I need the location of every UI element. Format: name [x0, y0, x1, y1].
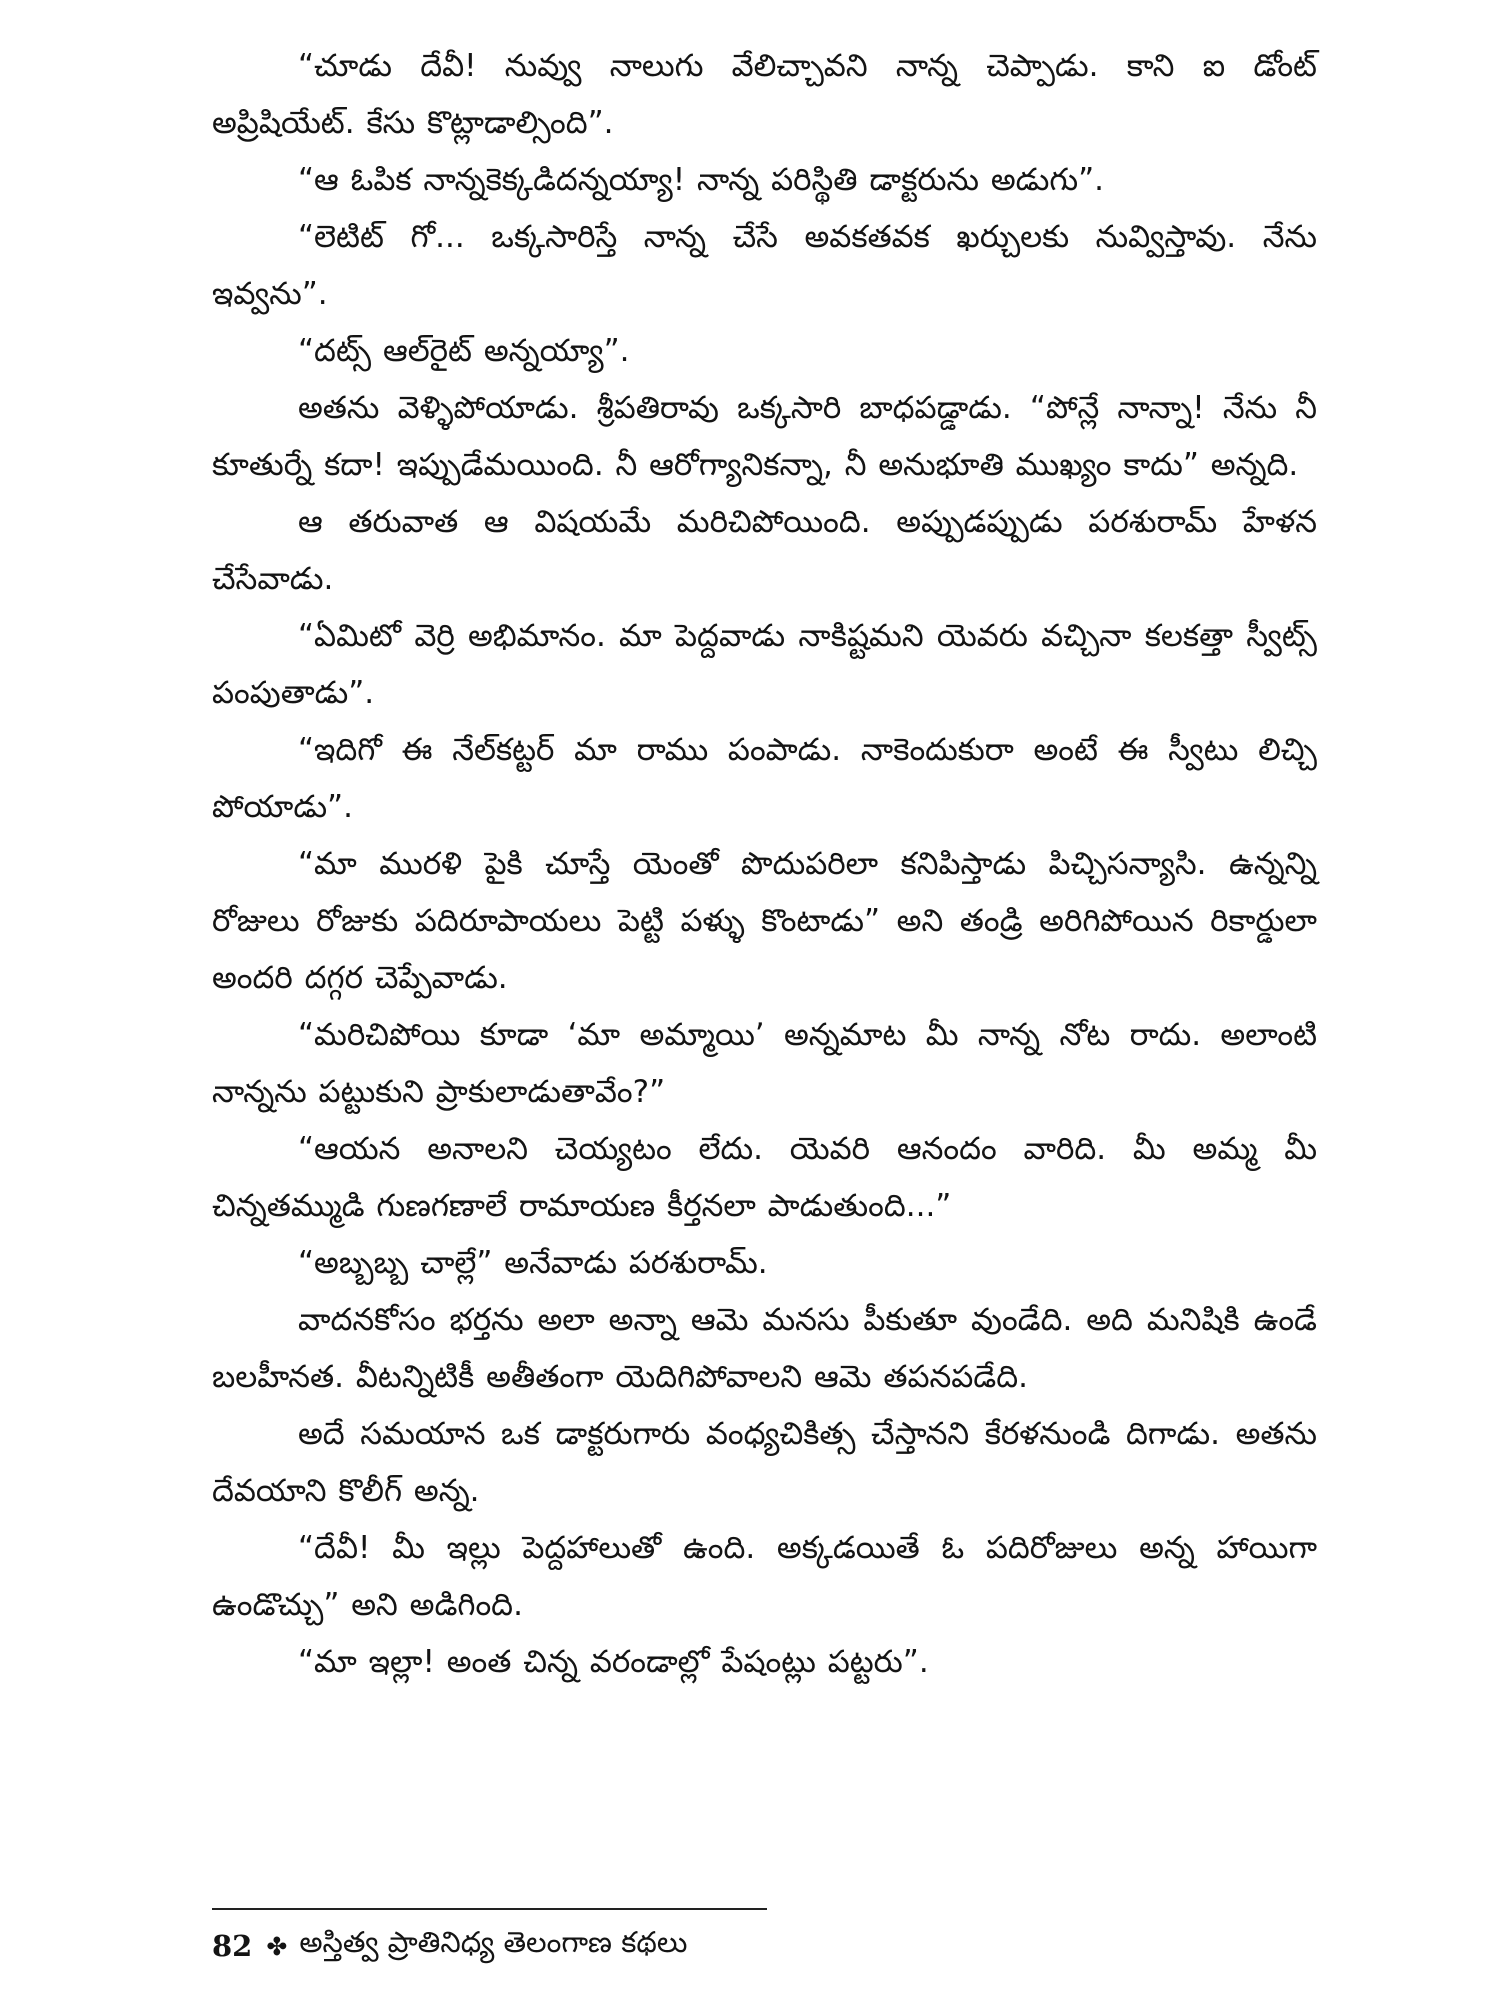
paragraph-14: అదే సమయాన ఒక డాక్టరుగారు వంధ్యచికిత్స చేస్తానని కేరళనుండి దిగాడు. అతను దేవయాని కొలీగ్ అన్న. — [212, 1416, 1317, 1509]
paragraph-9: “మా మురళి పైకి చూస్తే యెంతో పొదుపరిలా కనిపిస్తాడు పిచ్చిసన్యాసి. ఉన్నన్ని రోజులు రోజుకు పదిరూపాయలు పెట్టి పళ్ళు కొంటాడు” అని తండ్రి అరిగిపోయిన రికార్డులా అందరి దగ్గర చెప్పేవాడు. — [212, 846, 1317, 996]
footer-divider — [212, 1908, 767, 1910]
body-text — [212, 38, 1317, 1691]
paragraph-3: “లెటిట్ గో... ఒక్కసారిస్తే నాన్న చేసే అవకతవక ఖర్చులకు నువ్విస్తావు. నేను ఇవ్వను”. — [212, 219, 1317, 312]
paragraph-15: “దేవీ! మీ ఇల్లు పెద్దహాలుతో ఉంది. అక్కడయితే ఓ పదిరోజులు అన్న హాయిగా ఉండొచ్చు” అని అడిగింది. — [212, 1530, 1317, 1623]
paragraph-8: “ఇదిగో ఈ నేల్‌కట్టర్ మా రాము పంపాడు. నాకెందుకురా అంటే ఈ స్వీటు లిచ్చి పోయాడు”. — [212, 732, 1317, 825]
paragraph-10: “మరిచిపోయి కూడా ‘మా అమ్మాయి’ అన్నమాట మీ నాన్న నోట రాదు. అలాంటి నాన్నను పట్టుకుని ప్రాకులాడుతావేం?” — [212, 1017, 1317, 1110]
paragraph-13: వాదనకోసం భర్తను అలా అన్నా ఆమె మనసు పీకుతూ వుండేది. అది మనిషికి ఉండే బలహీనత. వీటన్నిటికీ అతీతంగా యెదిగిపోవాలని ఆమె తపనపడేది. — [212, 1302, 1317, 1395]
page-footer — [212, 1924, 687, 1968]
paragraph-12: “అబ్బబ్బ చాల్లే” అనేవాడు పరశురామ్. — [298, 1245, 768, 1281]
paragraph-7: “ఏమిటో వెర్రి అభిమానం. మా పెద్దవాడు నాకిష్టమని యెవరు వచ్చినా కలకత్తా స్వీట్స్ పంపుతాడు”. — [212, 618, 1317, 711]
book-title: అస్తిత్వ ప్రాతినిధ్య తెలంగాణ కథలు — [299, 1925, 688, 1959]
paragraph-2: “ఆ ఓపిక నాన్నకెక్కడిదన్నయ్యా! నాన్న పరిస్థితి డాక్టరును అడుగు”. — [298, 162, 1105, 198]
paragraph-1: “చూడు దేవీ! నువ్వు నాలుగు వేలిచ్చావని నాన్న చెప్పాడు. కాని ఐ డోంట్ అప్రిషియేట్. కేసు కొట్లాడాల్సింది”. — [212, 48, 1317, 141]
paragraph-4: “దట్స్ ఆల్‌రైట్ అన్నయ్యా”. — [298, 333, 630, 369]
paragraph-11: “ఆయన అనాలని చెయ్యటం లేదు. యెవరి ఆనందం వారిది. మీ అమ్మ మీ చిన్నతమ్ముడి గుణగణాలే రామాయణ కీర్తనలా పాడుతుంది...” — [212, 1131, 1317, 1224]
paragraph-6: ఆ తరువాత ఆ విషయమే మరిచిపోయింది. అప్పుడప్పుడు పరశురామ్ హేళన చేసేవాడు. — [212, 504, 1317, 597]
ornament-separator-icon: ✤ — [266, 1931, 288, 1961]
page-number: 82 — [212, 1929, 253, 1963]
paragraph-5: అతను వెళ్ళిపోయాడు. శ్రీపతిరావు ఒక్కసారి బాధపడ్డాడు. “పోన్లే నాన్నా! నేను నీ కూతుర్నే కదా! ఇప్పుడేమయింది. నీ ఆరోగ్యానికన్నా, నీ అనుభూతి ముఖ్యం కాదు” అన్నది. — [212, 390, 1317, 483]
paragraph-16: “మా ఇల్లా! అంత చిన్న వరండాల్లో పేషంట్లు పట్టరు”. — [298, 1644, 929, 1680]
